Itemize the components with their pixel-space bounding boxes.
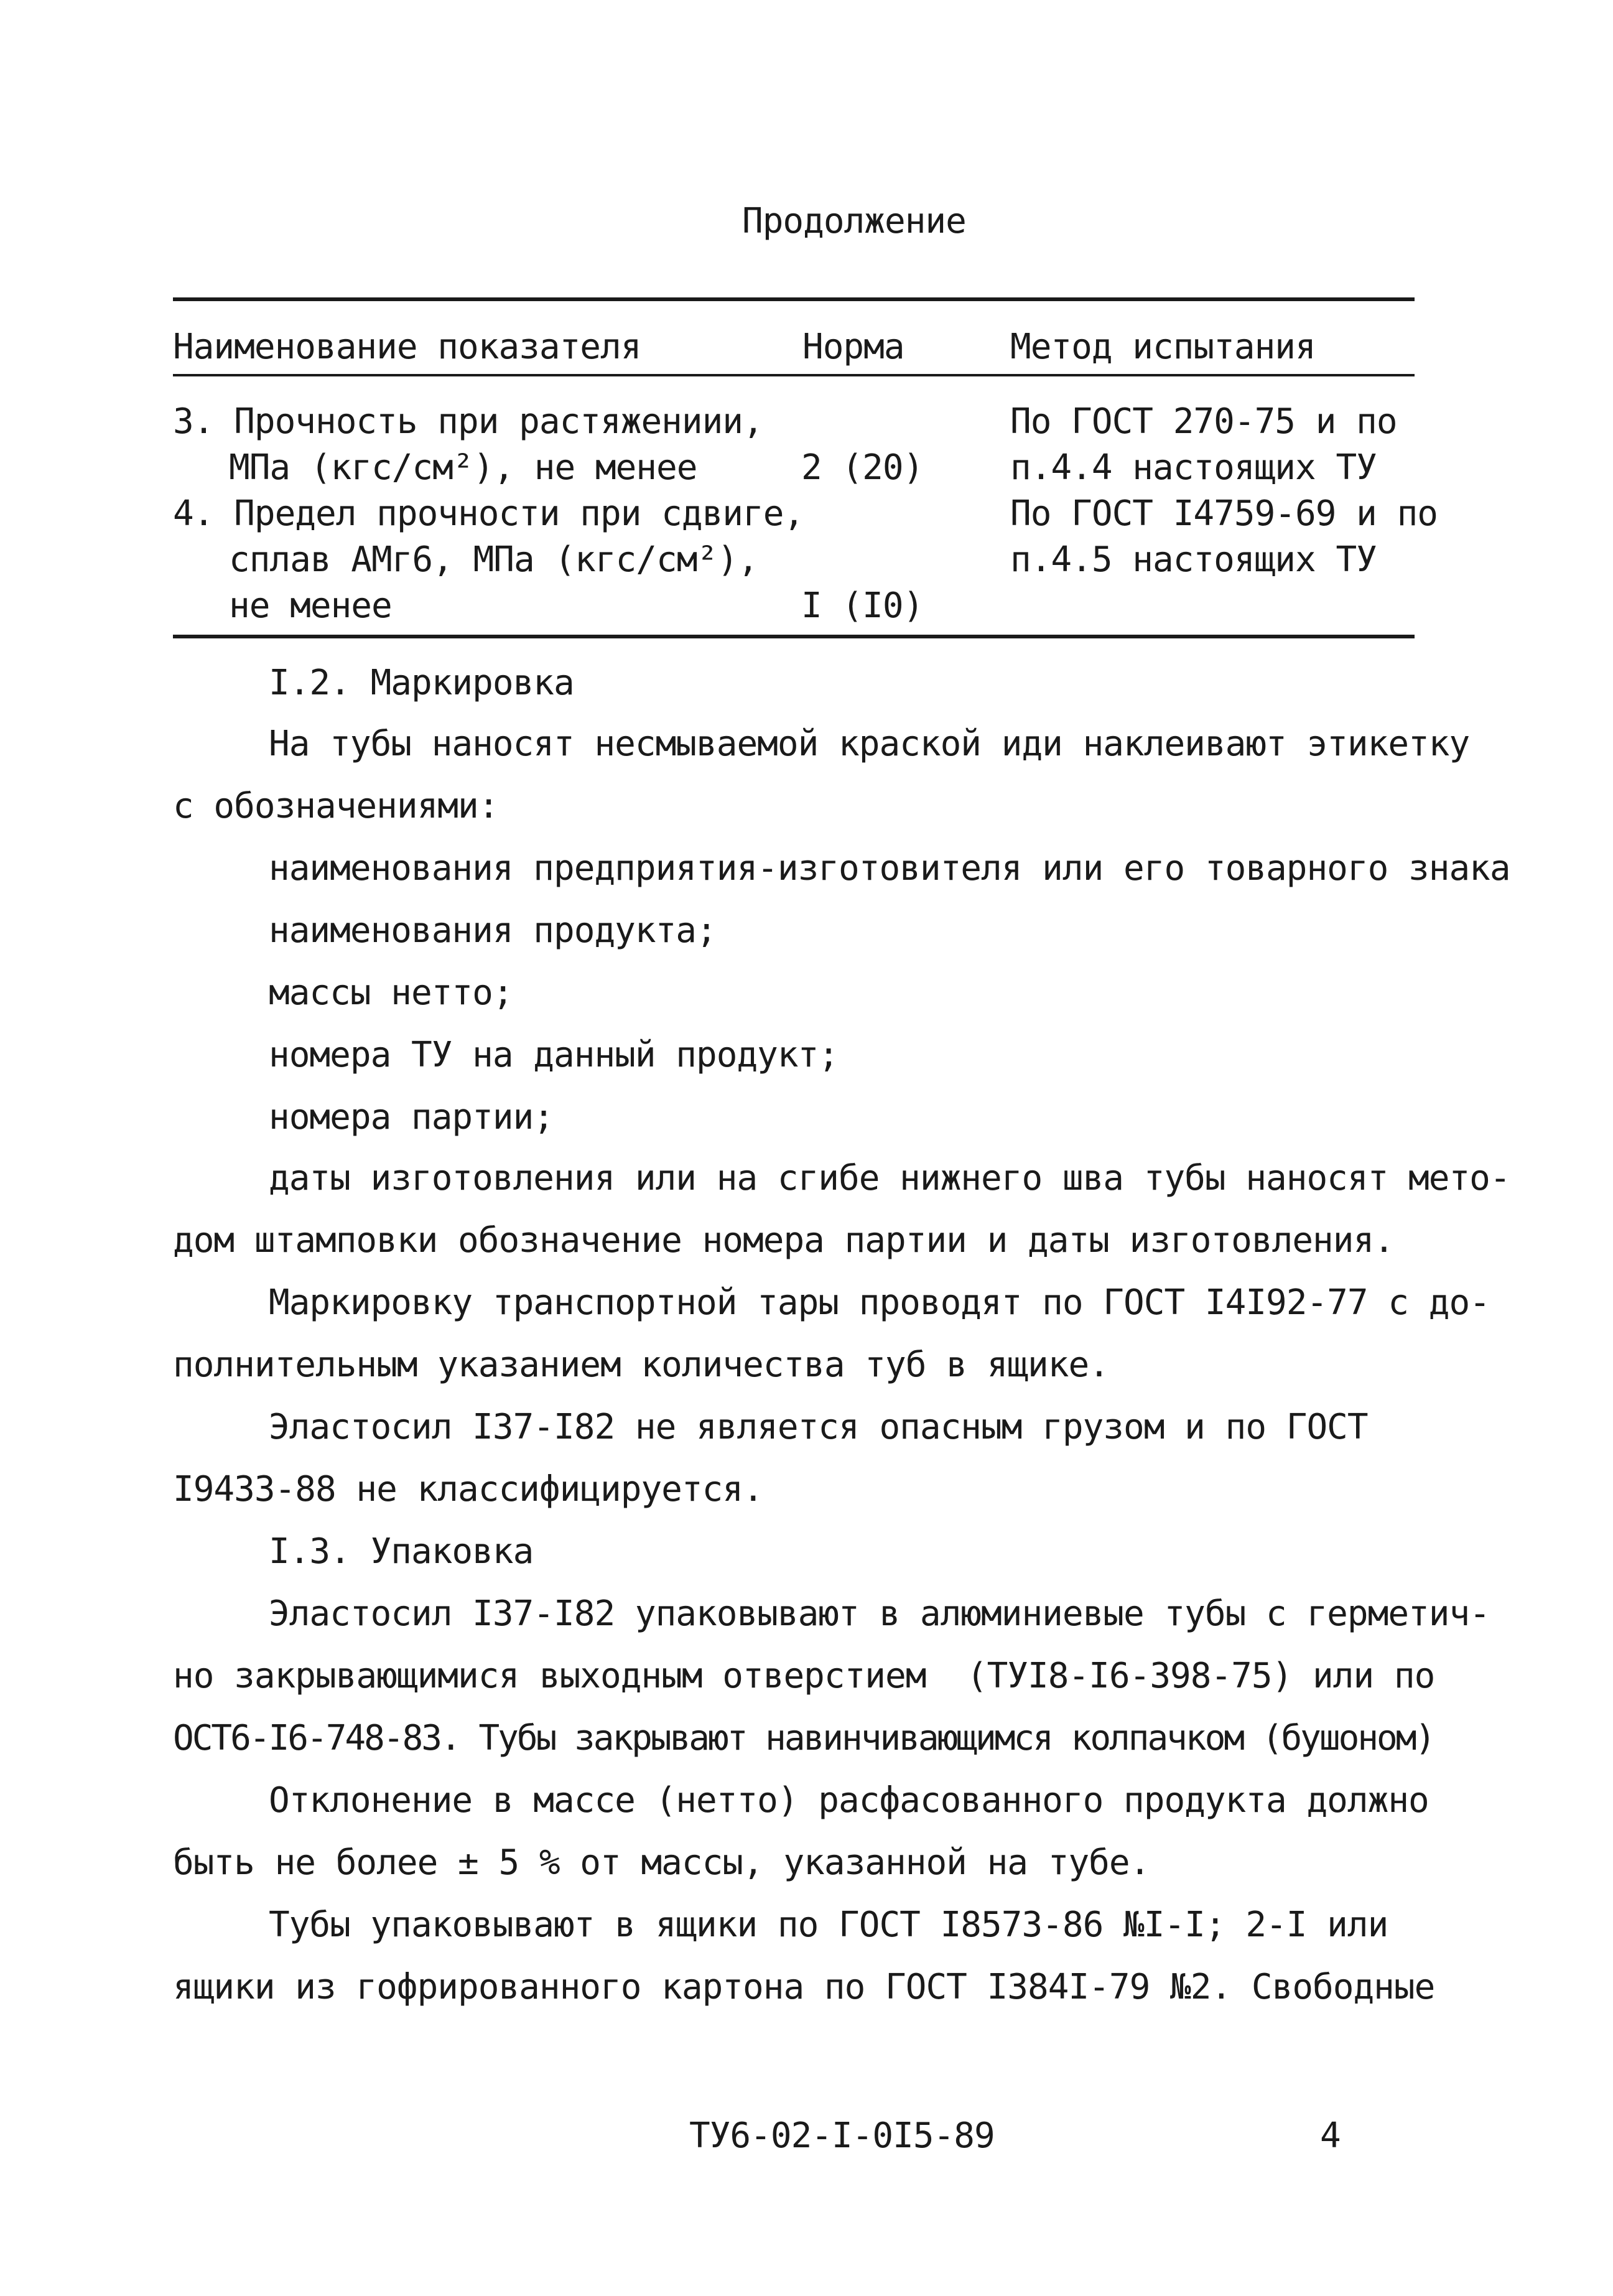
table-header-method: Метод испытания [1010,327,1316,367]
table-row-3-indicator-line-1: 3. Прочность при растяжениии, [173,401,763,442]
body-line: быть не более ± 5 % от массы, указанной на тубе. [173,1842,1150,1883]
body-line: но закрывающимися выходным отверстием (ТУI8-I6-398-75) или по [173,1656,1435,1696]
footer-page-number: 4 [1320,2116,1341,2156]
table-row-4-indicator-line-2: сплав АМг6, МПа (кгс/см²), [229,539,758,580]
continuation-heading: Продолжение [742,201,966,241]
table-bottom-rule [173,635,1415,638]
body-line: полнительным указанием количества туб в ящике. [173,1345,1109,1385]
table-row-4-method-line-2: п.4.5 настоящих ТУ [1010,539,1377,580]
body-line: номера ТУ на данный продукт; [269,1035,839,1075]
body-line: дом штамповки обозначение номера партии и даты изготовления. [173,1220,1394,1261]
table-header-rule [173,374,1415,376]
body-line: Эластосил I37-I82 упаковывают в алюминиевые тубы с герметич- [269,1594,1490,1634]
section-heading-marking: I.2. Маркировка [269,663,574,703]
table-row-3-norm: 2 (20) [801,447,924,488]
body-line: Маркировку транспортной тары проводят по ГОСТ I4I92-77 с до- [269,1282,1490,1323]
body-line: наименования предприятия-изготовителя или его товарного знака [269,848,1510,889]
body-line: На тубы наносят несмываемой краской иди наклеивают этикетку [269,724,1470,764]
body-line: наименования продукта; [269,910,717,951]
table-header-norm: Норма [802,327,904,367]
body-line: даты изготовления или на сгибе нижнего шва тубы наносят мето- [269,1158,1510,1198]
table-row-3-indicator-line-2: МПа (кгс/см²), не менее [229,447,697,488]
body-line: Тубы упаковывают в ящики по ГОСТ I8573-86 №I-I; 2-I или [269,1905,1388,1945]
body-line: Отклонение в массе (нетто) расфасованного продукта должно [269,1780,1429,1821]
table-row-4-norm: I (I0) [801,586,924,626]
body-line: ящики из гофрированного картона по ГОСТ I384I-79 №2. Свободные [173,1967,1435,2007]
table-row-4-indicator-line-1: 4. Предел прочности при сдвиге, [173,493,804,534]
table-header-indicator: Наименование показателя [173,327,641,367]
table-row-3-method-line-2: п.4.4 настоящих ТУ [1010,447,1377,488]
section-heading-packaging: I.3. Упаковка [269,1531,534,1572]
table-top-rule [173,297,1415,301]
table-row-4-indicator-line-3: не менее [229,586,392,626]
body-line: Эластосил I37-I82 не является опасным грузом и по ГОСТ [269,1407,1368,1447]
body-line: номера партии; [269,1097,554,1137]
table-row-3-method-line-1: По ГОСТ 270-75 и по [1010,401,1397,442]
body-line: ОСТ6-I6-748-83. Тубы закрывают навинчивающимся колпачком (бушоном) [173,1718,1434,1758]
body-line: I9433-88 не классифицируется. [173,1469,763,1510]
table-row-4-method-line-1: По ГОСТ I4759-69 и по [1010,493,1438,534]
body-line: массы нетто; [269,973,513,1013]
body-line: с обозначениями: [173,786,499,826]
footer-document-code: ТУ6-02-I-0I5-89 [689,2116,995,2156]
